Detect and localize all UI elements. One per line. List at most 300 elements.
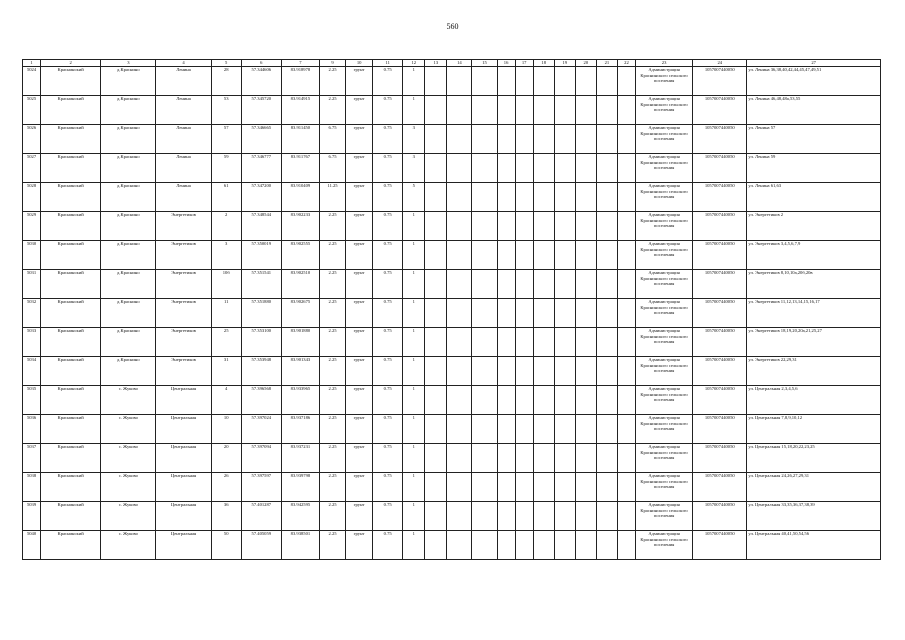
cell-vol: 0.75: [373, 241, 403, 270]
cell-vol: 0.75: [373, 125, 403, 154]
cell-lat: 57.397094: [241, 444, 281, 473]
cell-locality: с. Жуково: [101, 531, 156, 560]
cell-empty: [447, 444, 472, 473]
page-number: 560: [446, 22, 459, 31]
cell-street: Центральная: [156, 444, 211, 473]
cell-empty: [447, 299, 472, 328]
cell-vol: 0.75: [373, 183, 403, 212]
cell-owner: Администрация Краснинского сельского поселения: [635, 328, 692, 357]
cell-count: 1: [403, 270, 425, 299]
cell-empty: [425, 531, 447, 560]
cell-vol: 0.75: [373, 502, 403, 531]
column-header: 14: [447, 60, 472, 67]
table-row: [23, 96, 881, 125]
cell-lon: 83.902510: [281, 270, 319, 299]
cell-house: 53: [211, 96, 241, 125]
cell-area: 2.25: [319, 502, 345, 531]
cell-owner: Администрация Краснинского сельского поселения: [635, 299, 692, 328]
cell-lat: 57.344606: [241, 67, 281, 96]
cell-district: Краснинский: [41, 183, 101, 212]
cell-area: 2.25: [319, 473, 345, 502]
cell-lat: 57.405059: [241, 531, 281, 560]
table-row: [23, 473, 881, 502]
cell-empty: [533, 444, 554, 473]
cell-empty: [515, 212, 533, 241]
cell-empty: [617, 96, 635, 125]
cell-empty: [554, 299, 575, 328]
column-header: 6: [241, 60, 281, 67]
cell-owner: Администрация Краснинского сельского поселения: [635, 241, 692, 270]
cell-owner: Администрация Краснинского сельского поселения: [635, 444, 692, 473]
cell-lat: 57.350019: [241, 241, 281, 270]
cell-district: Краснинский: [41, 531, 101, 560]
cell-street: Ленина: [156, 96, 211, 125]
cell-empty: [447, 328, 472, 357]
cell-empty: [533, 125, 554, 154]
cell-addr: ул. Центральная 15,18,20,22,23,25: [747, 444, 881, 473]
cell-empty: [575, 67, 596, 96]
cell-vol: 0.75: [373, 386, 403, 415]
cell-street: Центральная: [156, 386, 211, 415]
cell-id: 5039: [23, 502, 41, 531]
cell-empty: [533, 270, 554, 299]
cell-locality: с. Жуково: [101, 415, 156, 444]
cell-addr: ул. Ленина 57: [747, 125, 881, 154]
cell-street: Энергетиков: [156, 357, 211, 386]
cell-empty: [515, 415, 533, 444]
cell-empty: [472, 386, 497, 415]
cell-addr: ул. Центральная 33,35,36,37,38,39: [747, 502, 881, 531]
column-number-row: [23, 60, 881, 67]
cell-surface: грунт: [346, 154, 373, 183]
cell-locality: д.Краснино: [101, 67, 156, 96]
cell-owner: Администрация Краснинского сельского поселения: [635, 270, 692, 299]
column-header: 15: [472, 60, 497, 67]
cell-ogrn: 1057007440050: [693, 96, 747, 125]
cell-empty: [596, 357, 617, 386]
column-header: 20: [575, 60, 596, 67]
cell-lon: 83.902233: [281, 212, 319, 241]
cell-count: 1: [403, 531, 425, 560]
cell-empty: [575, 328, 596, 357]
cell-id: 5025: [23, 96, 41, 125]
cell-empty: [575, 473, 596, 502]
cell-empty: [497, 212, 515, 241]
cell-empty: [497, 502, 515, 531]
cell-empty: [575, 241, 596, 270]
cell-ogrn: 1057007440050: [693, 357, 747, 386]
cell-empty: [515, 299, 533, 328]
column-header: 13: [425, 60, 447, 67]
cell-lat: 57.397024: [241, 415, 281, 444]
cell-ogrn: 1057007440050: [693, 386, 747, 415]
cell-locality: д.Краснино: [101, 241, 156, 270]
cell-house: 10: [211, 415, 241, 444]
cell-empty: [447, 270, 472, 299]
cell-area: 6.75: [319, 125, 345, 154]
cell-ogrn: 1057007440050: [693, 328, 747, 357]
cell-empty: [497, 299, 515, 328]
cell-locality: д.Краснино: [101, 299, 156, 328]
cell-street: Центральная: [156, 415, 211, 444]
cell-empty: [596, 67, 617, 96]
cell-count: 1: [403, 241, 425, 270]
cell-house: 2: [211, 212, 241, 241]
cell-area: 2.25: [319, 67, 345, 96]
cell-empty: [515, 67, 533, 96]
cell-house: 57: [211, 125, 241, 154]
cell-empty: [515, 328, 533, 357]
cell-empty: [447, 386, 472, 415]
cell-locality: с. Жуково: [101, 502, 156, 531]
cell-street: Ленина: [156, 154, 211, 183]
cell-district: Краснинский: [41, 357, 101, 386]
cell-empty: [497, 328, 515, 357]
cell-street: Энергетиков: [156, 328, 211, 357]
cell-ogrn: 1057007440050: [693, 212, 747, 241]
cell-count: 1: [403, 444, 425, 473]
cell-street: Энергетиков: [156, 270, 211, 299]
cell-id: 5033: [23, 328, 41, 357]
cell-empty: [617, 67, 635, 96]
cell-house: 20: [211, 444, 241, 473]
cell-empty: [497, 270, 515, 299]
cell-house: 3: [211, 241, 241, 270]
table-row: [23, 270, 881, 299]
column-header: 5: [211, 60, 241, 67]
cell-empty: [425, 212, 447, 241]
cell-count: 1: [403, 67, 425, 96]
cell-empty: [515, 96, 533, 125]
cell-id: 5035: [23, 386, 41, 415]
cell-empty: [425, 386, 447, 415]
cell-empty: [497, 444, 515, 473]
cell-count: 1: [403, 328, 425, 357]
cell-id: 5037: [23, 444, 41, 473]
cell-owner: Администрация Краснинского сельского поселения: [635, 212, 692, 241]
cell-empty: [447, 241, 472, 270]
cell-empty: [447, 125, 472, 154]
cell-empty: [554, 502, 575, 531]
cell-lat: 57.397597: [241, 473, 281, 502]
cell-lat: 57.347200: [241, 183, 281, 212]
cell-count: 1: [403, 502, 425, 531]
cell-vol: 0.75: [373, 270, 403, 299]
cell-empty: [515, 241, 533, 270]
cell-empty: [554, 183, 575, 212]
cell-empty: [617, 212, 635, 241]
cell-house: 61: [211, 183, 241, 212]
cell-empty: [425, 241, 447, 270]
cell-locality: д.Краснино: [101, 125, 156, 154]
cell-surface: грунт: [346, 241, 373, 270]
cell-empty: [425, 502, 447, 531]
cell-empty: [596, 502, 617, 531]
cell-empty: [596, 212, 617, 241]
cell-lon: 83.938501: [281, 531, 319, 560]
cell-empty: [575, 270, 596, 299]
table-row: [23, 212, 881, 241]
cell-district: Краснинский: [41, 502, 101, 531]
cell-empty: [497, 531, 515, 560]
cell-id: 5027: [23, 154, 41, 183]
cell-district: Краснинский: [41, 270, 101, 299]
cell-surface: грунт: [346, 96, 373, 125]
cell-empty: [425, 67, 447, 96]
cell-area: 2.25: [319, 415, 345, 444]
table-row: [23, 299, 881, 328]
cell-empty: [447, 502, 472, 531]
column-header: 27: [747, 60, 881, 67]
cell-ogrn: 1057007440050: [693, 299, 747, 328]
cell-id: 5024: [23, 67, 41, 96]
cell-count: 1: [403, 96, 425, 125]
cell-addr: ул. Энергетиков 18,19,20,20а,21,25,27: [747, 328, 881, 357]
cell-empty: [617, 502, 635, 531]
cell-count: 1: [403, 357, 425, 386]
cell-empty: [472, 299, 497, 328]
cell-empty: [425, 415, 447, 444]
cell-empty: [425, 270, 447, 299]
cell-empty: [575, 386, 596, 415]
cell-empty: [596, 125, 617, 154]
cell-vol: 0.75: [373, 96, 403, 125]
cell-empty: [617, 241, 635, 270]
cell-empty: [497, 125, 515, 154]
cell-ogrn: 1057007440050: [693, 183, 747, 212]
cell-empty: [472, 183, 497, 212]
cell-addr: ул. Ленина 61,63: [747, 183, 881, 212]
cell-empty: [617, 270, 635, 299]
cell-empty: [617, 531, 635, 560]
cell-empty: [472, 502, 497, 531]
cell-empty: [617, 154, 635, 183]
cell-empty: [472, 415, 497, 444]
cell-ogrn: 1057007440050: [693, 531, 747, 560]
cell-surface: грунт: [346, 125, 373, 154]
cell-empty: [515, 125, 533, 154]
table-row: [23, 154, 881, 183]
cell-empty: [425, 96, 447, 125]
column-header: 24: [693, 60, 747, 67]
cell-empty: [554, 357, 575, 386]
cell-surface: грунт: [346, 531, 373, 560]
column-header: 18: [533, 60, 554, 67]
cell-empty: [554, 444, 575, 473]
cell-lat: 57.351880: [241, 299, 281, 328]
cell-area: 2.25: [319, 444, 345, 473]
cell-surface: грунт: [346, 357, 373, 386]
cell-empty: [497, 415, 515, 444]
cell-empty: [472, 357, 497, 386]
column-header: 11: [373, 60, 403, 67]
cell-surface: грунт: [346, 328, 373, 357]
cell-surface: грунт: [346, 212, 373, 241]
table-row: [23, 125, 881, 154]
cell-district: Краснинский: [41, 473, 101, 502]
cell-empty: [575, 299, 596, 328]
cell-area: 2.25: [319, 328, 345, 357]
cell-empty: [497, 183, 515, 212]
cell-empty: [533, 299, 554, 328]
cell-locality: д.Краснино: [101, 183, 156, 212]
table-row: [23, 502, 881, 531]
table-row: [23, 67, 881, 96]
cell-district: Краснинский: [41, 67, 101, 96]
cell-area: 2.25: [319, 386, 345, 415]
cell-area: 2.25: [319, 299, 345, 328]
cell-surface: грунт: [346, 473, 373, 502]
cell-lon: 83.902555: [281, 241, 319, 270]
cell-addr: ул. Энергетиков 22,29,31: [747, 357, 881, 386]
table-row: [23, 241, 881, 270]
cell-count: 3: [403, 125, 425, 154]
cell-owner: Администрация Краснинского сельского поселения: [635, 415, 692, 444]
cell-empty: [425, 444, 447, 473]
column-header: 1: [23, 60, 41, 67]
cell-empty: [533, 212, 554, 241]
cell-empty: [554, 415, 575, 444]
column-header: 2: [41, 60, 101, 67]
column-header: 21: [596, 60, 617, 67]
cell-empty: [554, 212, 575, 241]
cell-empty: [596, 444, 617, 473]
cell-ogrn: 1057007440050: [693, 415, 747, 444]
cell-lon: 83.937186: [281, 415, 319, 444]
cell-lat: 57.346777: [241, 154, 281, 183]
cell-empty: [617, 299, 635, 328]
cell-lat: 57.353948: [241, 357, 281, 386]
cell-count: 1: [403, 386, 425, 415]
cell-house: 59: [211, 154, 241, 183]
cell-owner: Администрация Краснинского сельского поселения: [635, 473, 692, 502]
cell-street: Энергетиков: [156, 212, 211, 241]
cell-locality: с. Жуково: [101, 444, 156, 473]
cell-district: Краснинский: [41, 96, 101, 125]
cell-empty: [447, 96, 472, 125]
column-header: 16: [497, 60, 515, 67]
cell-empty: [575, 502, 596, 531]
cell-empty: [533, 183, 554, 212]
cell-street: Ленина: [156, 67, 211, 96]
cell-empty: [472, 96, 497, 125]
cell-house: 11: [211, 299, 241, 328]
cell-empty: [554, 125, 575, 154]
cell-empty: [515, 531, 533, 560]
cell-district: Краснинский: [41, 386, 101, 415]
cell-lon: 83.902675: [281, 299, 319, 328]
table-row: [23, 183, 881, 212]
cell-empty: [515, 357, 533, 386]
cell-empty: [425, 473, 447, 502]
cell-lon: 83.901343: [281, 357, 319, 386]
cell-empty: [554, 96, 575, 125]
cell-lon: 83.942595: [281, 502, 319, 531]
column-header: 17: [515, 60, 533, 67]
cell-empty: [554, 473, 575, 502]
cell-empty: [554, 328, 575, 357]
cell-empty: [596, 241, 617, 270]
cell-house: 36: [211, 502, 241, 531]
cell-surface: грунт: [346, 502, 373, 531]
cell-owner: Администрация Краснинского сельского поселения: [635, 67, 692, 96]
cell-vol: 0.75: [373, 212, 403, 241]
cell-empty: [497, 241, 515, 270]
cell-empty: [472, 241, 497, 270]
cell-house: 10б: [211, 270, 241, 299]
table-row: [23, 415, 881, 444]
cell-owner: Администрация Краснинского сельского поселения: [635, 154, 692, 183]
cell-empty: [596, 473, 617, 502]
cell-count: 1: [403, 415, 425, 444]
cell-empty: [596, 270, 617, 299]
cell-street: Центральная: [156, 531, 211, 560]
cell-locality: д.Краснино: [101, 96, 156, 125]
column-header: 22: [617, 60, 635, 67]
cell-district: Краснинский: [41, 241, 101, 270]
cell-empty: [596, 154, 617, 183]
cell-house: 28: [211, 67, 241, 96]
cell-owner: Администрация Краснинского сельского поселения: [635, 502, 692, 531]
cell-lat: 57.351541: [241, 270, 281, 299]
cell-id: 5034: [23, 357, 41, 386]
cell-vol: 0.75: [373, 67, 403, 96]
cell-id: 5036: [23, 415, 41, 444]
cell-empty: [533, 67, 554, 96]
cell-area: 2.25: [319, 270, 345, 299]
column-header: 3: [101, 60, 156, 67]
cell-count: 1: [403, 473, 425, 502]
cell-empty: [447, 154, 472, 183]
cell-empty: [425, 328, 447, 357]
cell-empty: [472, 444, 497, 473]
cell-district: Краснинский: [41, 415, 101, 444]
cell-empty: [575, 125, 596, 154]
cell-surface: грунт: [346, 386, 373, 415]
cell-empty: [596, 328, 617, 357]
cell-empty: [533, 357, 554, 386]
cell-empty: [533, 328, 554, 357]
cell-empty: [515, 386, 533, 415]
cell-addr: ул. Центральная 2,3,4,5,6: [747, 386, 881, 415]
cell-owner: Администрация Краснинского сельского поселения: [635, 96, 692, 125]
cell-locality: д.Краснино: [101, 357, 156, 386]
cell-addr: ул. Энергетиков 2: [747, 212, 881, 241]
cell-lon: 83.918978: [281, 67, 319, 96]
cell-district: Краснинский: [41, 328, 101, 357]
cell-empty: [472, 212, 497, 241]
cell-vol: 0.75: [373, 444, 403, 473]
cell-empty: [554, 270, 575, 299]
cell-empty: [533, 386, 554, 415]
cell-surface: грунт: [346, 270, 373, 299]
cell-empty: [554, 154, 575, 183]
cell-ogrn: 1057007440050: [693, 67, 747, 96]
cell-empty: [575, 415, 596, 444]
cell-street: Ленина: [156, 183, 211, 212]
cell-ogrn: 1057007440050: [693, 502, 747, 531]
cell-empty: [596, 415, 617, 444]
cell-count: 1: [403, 212, 425, 241]
cell-vol: 0.75: [373, 299, 403, 328]
cell-empty: [515, 473, 533, 502]
table-body: [23, 67, 881, 560]
cell-empty: [575, 531, 596, 560]
cell-vol: 0.75: [373, 154, 403, 183]
cell-area: 2.25: [319, 212, 345, 241]
cell-district: Краснинский: [41, 299, 101, 328]
column-header: 23: [635, 60, 692, 67]
